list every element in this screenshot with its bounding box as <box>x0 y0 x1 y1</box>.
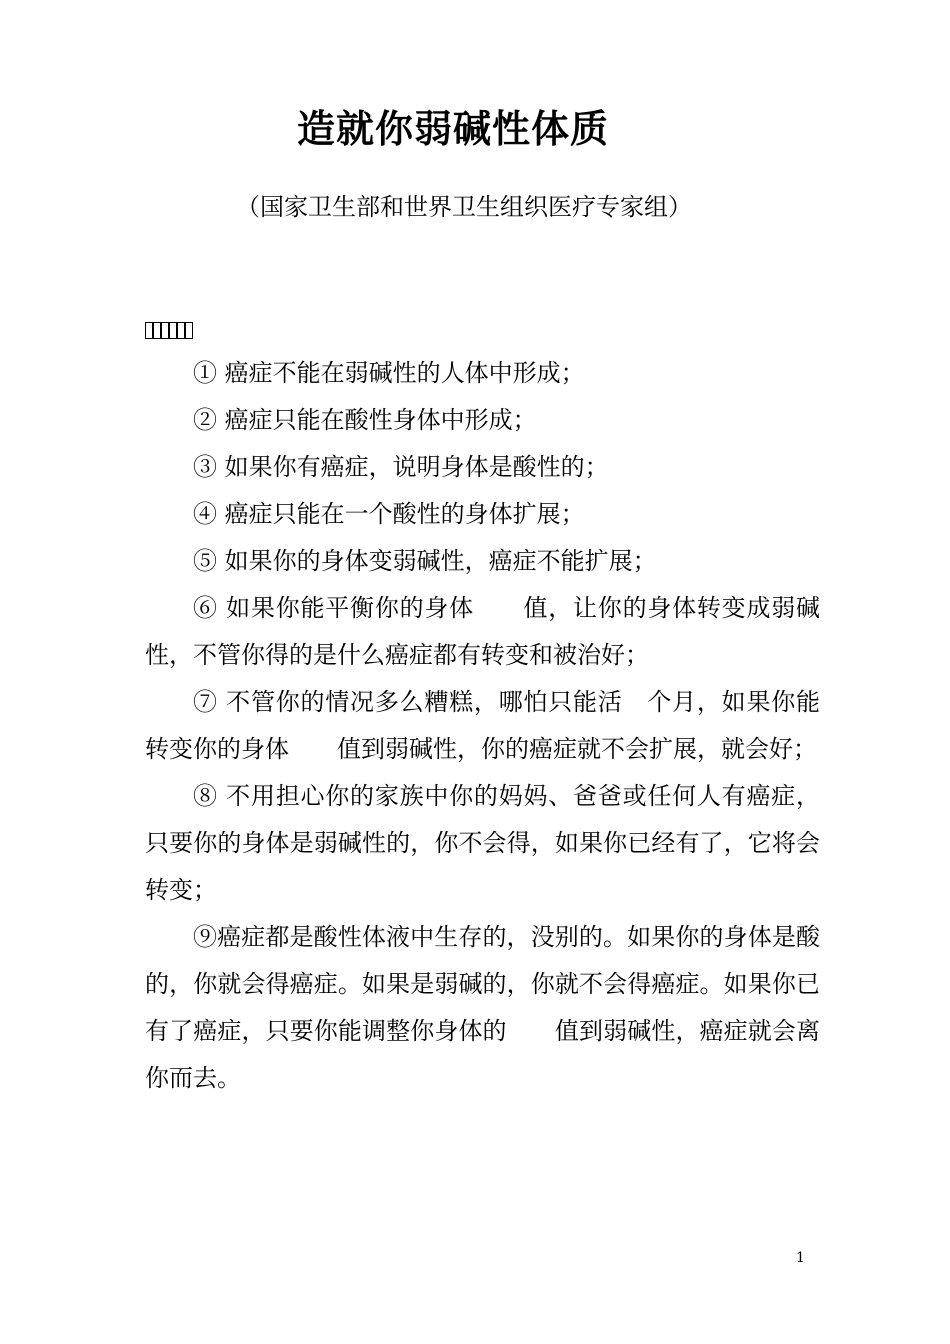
list-item: ② 癌症只能在酸性身体中形成； <box>193 406 537 434</box>
list-item: ⑤ 如果你的身体变弱碱性，癌症不能扩展； <box>193 547 657 575</box>
page-number: 1 <box>796 1250 805 1266</box>
list-item: ⑦ 不管你的情况多么糟糕，哪怕只能活 个月，如果你能转变你的身体 值到弱碱性，你的癌症就不会扩展，就会好； <box>145 688 820 763</box>
list-item: ⑨癌症都是酸性体液中生存的，没别的。如果你的身体是酸的，你就会得癌症。如果是弱碱的，你就不会得癌症。如果你已有了癌症，只要你能调整你身体的 值到弱碱性，癌症就会离你而去。 <box>145 923 820 1092</box>
document-body <box>145 350 820 1102</box>
list-item: ① 癌症不能在弱碱性的人体中形成； <box>193 359 585 387</box>
document-title: 造就你弱碱性体质 <box>296 106 609 151</box>
section-heading-missing-glyphs <box>145 313 193 339</box>
list-item: ③ 如果你有癌症，说明身体是酸性的； <box>193 453 609 481</box>
list-item: ⑧ 不用担心你的家族中你的妈妈、爸爸或任何人有癌症，只要你的身体是弱碱性的，你不会得，如果你已经有了，它将会转变； <box>145 782 820 904</box>
list-item: ④ 癌症只能在一个酸性的身体扩展； <box>193 500 585 528</box>
document-subtitle: （国家卫生部和世界卫生组织医疗专家组） <box>236 193 692 221</box>
list-item: ⑥ 如果你能平衡你的身体 值，让你的身体转变成弱碱性，不管你得的是什么癌症都有转变和被治好； <box>145 594 820 669</box>
